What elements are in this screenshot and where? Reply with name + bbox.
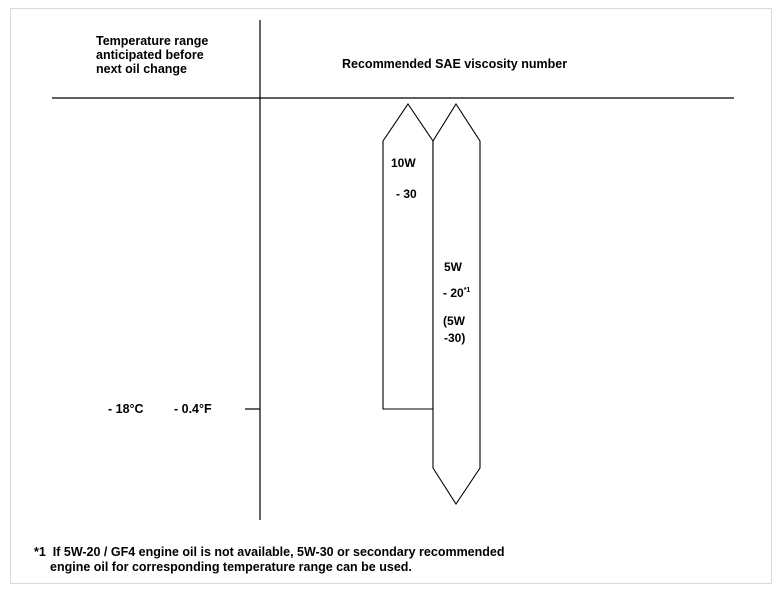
oil-5w20-label-line: (5W (443, 314, 465, 328)
oil-10w30-label-line: - 30 (396, 187, 417, 201)
oil-5w20-grade: - 20 (443, 286, 464, 300)
oil-5w20-label-line: 5W (444, 260, 462, 274)
footnote-line-1 (34, 545, 505, 560)
footnote (34, 545, 505, 575)
header-left-line: Temperature range (96, 34, 209, 48)
temperature-celsius: - 18°C (108, 402, 144, 416)
temperature-fahrenheit: - 0.4°F (174, 402, 212, 416)
oil-5w20-label-line (443, 284, 470, 300)
header-left-line: anticipated before (96, 48, 204, 62)
footnote-text-1: If 5W-20 / GF4 engine oil is not available, 5W-30 or secondary recommended (52, 545, 505, 559)
footnote-line-2: engine oil for corresponding temperature range can be used. (50, 560, 412, 574)
footnote-ref: *1 (463, 287, 471, 294)
temperature-range-header (96, 34, 208, 76)
oil-range-arrow-5w20 (433, 104, 480, 504)
viscosity-header: Recommended SAE viscosity number (342, 57, 568, 71)
header-left-line: next oil change (96, 62, 187, 76)
oil-10w30-label-line: 10W (391, 156, 416, 170)
oil-5w20-label-line: -30) (444, 331, 466, 345)
oil-range-arrow-10w30 (383, 104, 433, 409)
footnote-marker: *1 (34, 545, 46, 559)
